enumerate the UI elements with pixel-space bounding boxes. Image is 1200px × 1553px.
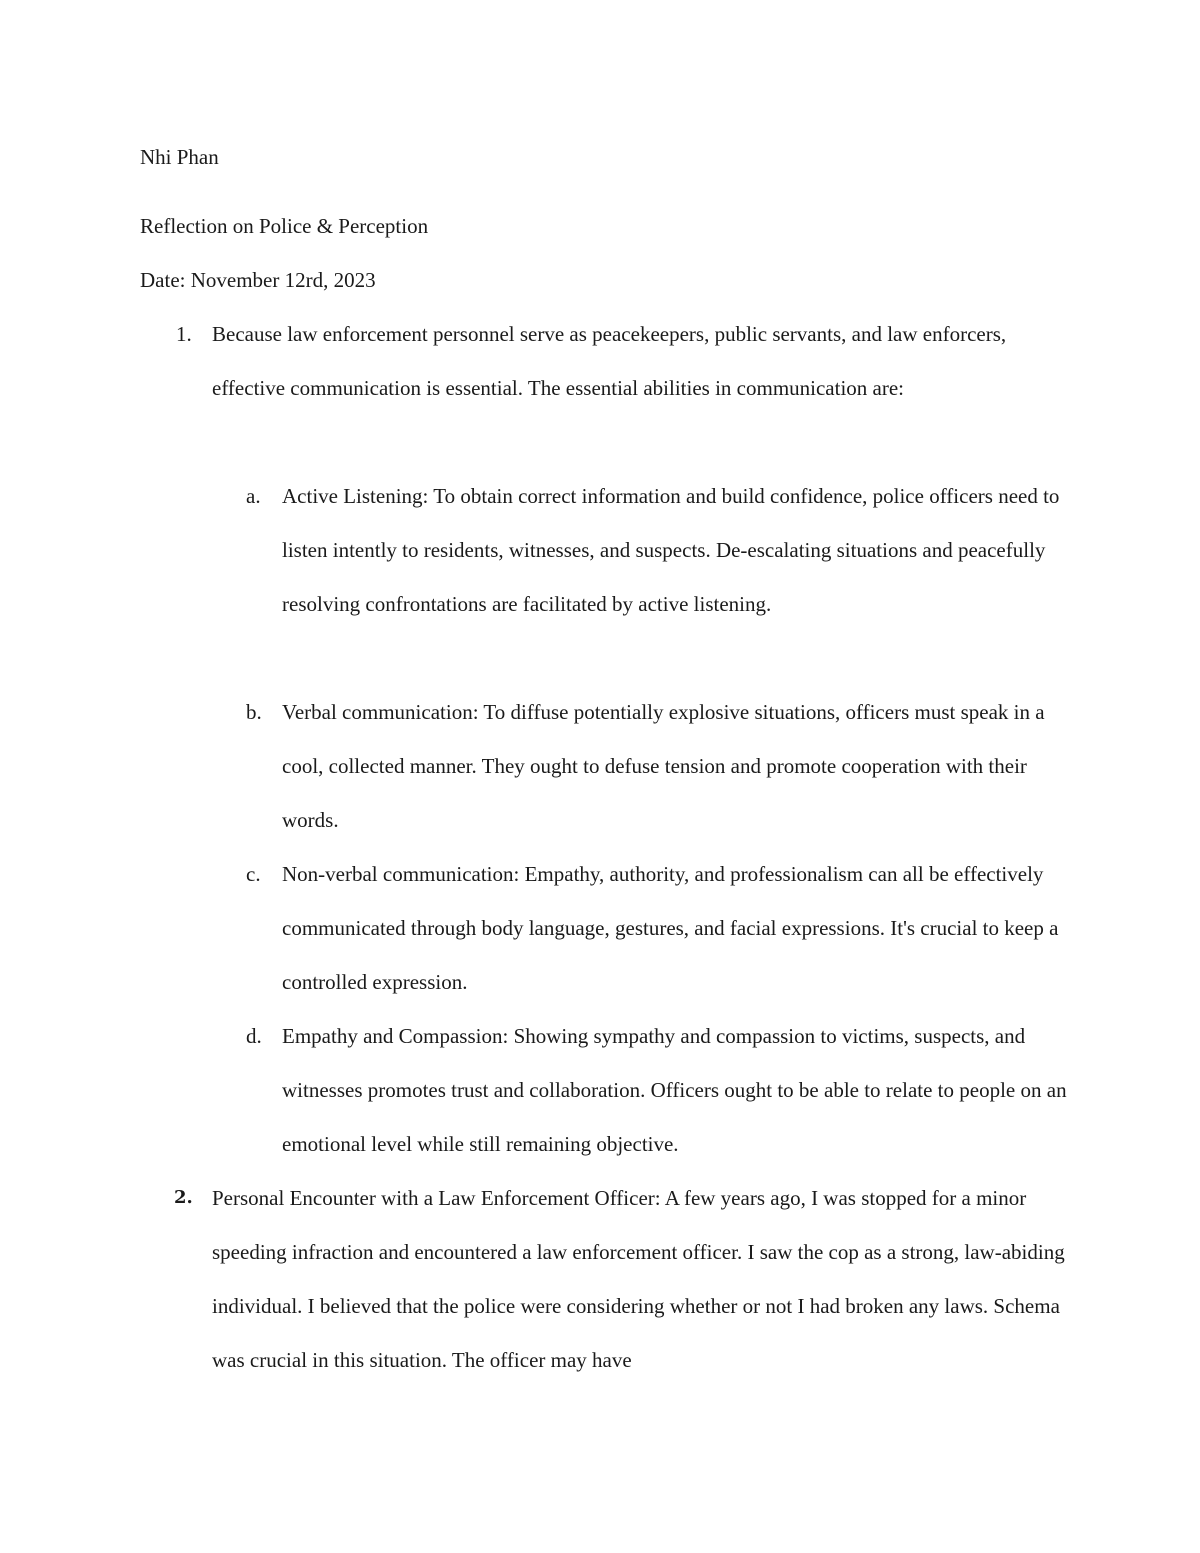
sub-marker: c. [246, 862, 261, 886]
list-item-text: Personal Encounter with a Law Enforcement Officer: A few years ago, I was stopped for a minor speeding infraction and encountered a law enforcement officer. I saw the cop as a strong, law-abiding individual. I believed that the police were considering whether or not I had broken any laws. Schema was crucial in this situation. The officer may have [212, 1186, 1065, 1372]
list-marker: 2. [174, 1187, 193, 1208]
list-marker: 1. [176, 322, 192, 346]
sub-marker: b. [246, 700, 262, 724]
author-name: Nhi Phan [140, 145, 219, 169]
sub-marker: a. [246, 484, 261, 508]
document-date: Date: November 12rd, 2023 [140, 268, 376, 292]
sub-marker: d. [246, 1024, 262, 1048]
sub-item-text: Non-verbal communication: Empathy, authority, and professionalism can all be effectively communicated through body language, gestures, and facial expressions. It's crucial to keep a controlled expression. [282, 862, 1059, 994]
sub-item-text: Active Listening: To obtain correct information and build confidence, police officers need to listen intently to residents, witnesses, and suspects. De-escalating situations and peacefully resolving confrontations are facilitated by active listening. [282, 484, 1060, 616]
list-item-text: Because law enforcement personnel serve as peacekeepers, public servants, and law enforcers, effective communication is essential. The essential abilities in communication are: [212, 322, 1007, 400]
sub-item-text: Verbal communication: To diffuse potentially explosive situations, officers must speak in a cool, collected manner. They ought to defuse tension and promote cooperation with their words. [282, 700, 1045, 832]
sub-item-text: Empathy and Compassion: Showing sympathy and compassion to victims, suspects, and witnesses promotes trust and collaboration. Officers ought to be able to relate to people on an emotional level while still remaining objective. [282, 1024, 1067, 1156]
document-title: Reflection on Police & Perception [140, 214, 429, 238]
